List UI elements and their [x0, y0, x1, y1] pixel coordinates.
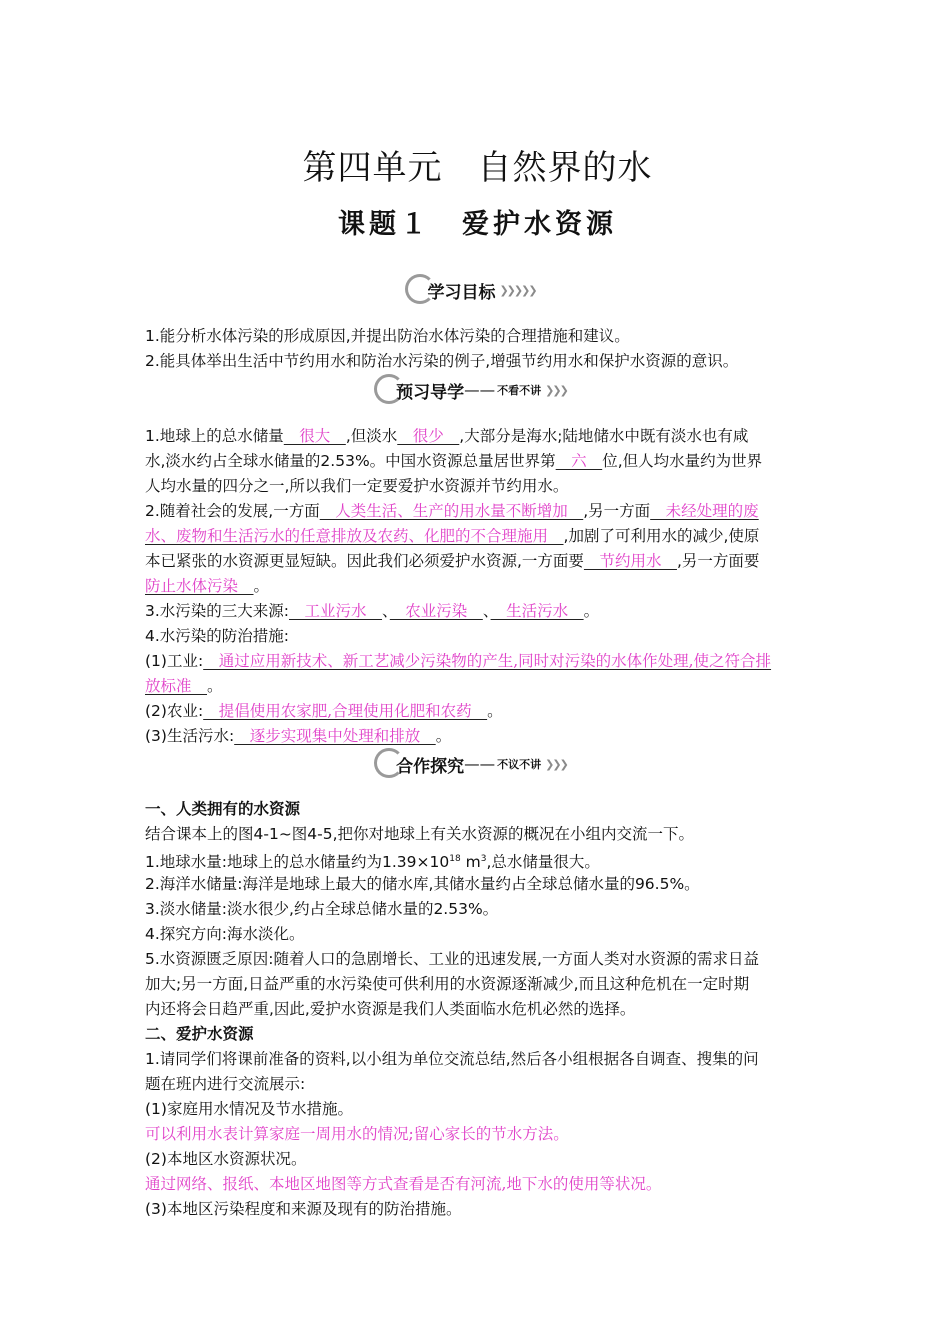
explore-point-2: 2.海洋水储量:海洋是地球上最大的储水库,其储水量约占全球总储水量的96.5%。 [145, 875, 700, 893]
explore-point-3: 3.淡水储量:淡水很少,约占全球总储水量的2.53%。 [145, 900, 499, 918]
chevron-arrows-icon: ❯❯❯ [545, 757, 567, 771]
preview-banner-sub: 不看不讲 [497, 384, 542, 397]
preview-q1-line1: 1.地球上的总水储量 很大 ,但淡水 很少 ,大部分是海水;陆地储水中既有淡水也有咸 [145, 427, 749, 445]
explore-section2-title: 二、爱护水资源 [145, 1025, 254, 1043]
chevron-arrows-icon: ❯❯❯ [545, 383, 567, 397]
explore-point-5-line3: 内还将会日趋严重,因此,爱护水资源是我们人类面临水危机必然的选择。 [145, 1000, 636, 1018]
goals-banner-title: 学习目标 [427, 282, 496, 303]
explore-s2-question-2: (2)本地区水资源状况。 [145, 1150, 307, 1168]
answer-blank: 逐步实现集中处理和排放 [234, 727, 436, 745]
preview-q4-title: 4.水污染的防治措施: [145, 627, 290, 645]
goals-banner [145, 272, 810, 308]
preview-q1-line2: 水,淡水约占全球水储量的2.53%。中国水资源总量居世界第 六 位,但人均水量约为世界 [145, 452, 763, 470]
preview-q4-agriculture: (2)农业: 提倡使用农家肥,合理使用化肥和农药 。 [145, 702, 503, 720]
preview-q2-line1: 2.随着社会的发展,一方面 人类生活、生产的用水量不断增加 ,另一方面 未经处理的废 [145, 502, 759, 520]
preview-q2-line2: 水、废物和生活污水的任意排放及农药、化肥的不合理施用 ,加剧了可利用水的减少,使原 [145, 527, 760, 545]
answer-blank: 很大 [283, 427, 346, 445]
preview-q4-industry-line2: 放标准 。 [145, 677, 223, 695]
explore-point-5-line1: 5.水资源匮乏原因:随着人口的急剧增长、工业的迅速发展,一方面人类对水资源的需求日益 [145, 950, 759, 968]
answer-blank: 生活污水 [490, 602, 584, 620]
explore-s2-answer-1: 可以利用水表计算家庭一周用水的情况;留心家长的节水方法。 [145, 1125, 569, 1143]
explore-point-4: 4.探究方向:海水淡化。 [145, 925, 305, 943]
lesson-title: 课题１ 爱护水资源 [338, 209, 617, 240]
answer-blank: 水、废物和生活污水的任意排放及农药、化肥的不合理施用 [145, 527, 564, 545]
goal-1: 1.能分析水体污染的形成原因,并提出防治水体污染的合理措施和建议。 [145, 327, 630, 345]
explore-s2-answer-2: 通过网络、报纸、本地区地图等方式查看是否有河流,地下水的使用等状况。 [145, 1175, 662, 1193]
preview-q4-domestic: (3)生活污水: 逐步实现集中处理和排放 。 [145, 727, 452, 745]
preview-banner-title: 预习导学 [396, 382, 465, 403]
explore-point-5-line2: 加大;另一方面,日益严重的水污染使可供利用的水资源逐渐减少,而且这种危机在一定时期 [145, 975, 750, 993]
explore-banner-dash: —— [464, 755, 496, 773]
answer-blank: 节约用水 [583, 552, 677, 570]
answer-blank: 农业污染 [389, 602, 483, 620]
explore-s2-question-1: (1)家庭用水情况及节水措施。 [145, 1100, 353, 1118]
unit-title: 第四单元 自然界的水 [302, 148, 653, 188]
preview-banner [145, 372, 810, 408]
explore-banner-title: 合作探究 [396, 756, 465, 777]
explore-s2-line2: 题在班内进行交流展示: [145, 1075, 306, 1093]
answer-blank: 提倡使用农家肥,合理使用化肥和农药 [203, 702, 488, 720]
explore-banner [145, 746, 810, 782]
preview-banner-dash: —— [464, 381, 496, 399]
preview-q3: 3.水污染的三大来源: 工业污水 、 农业污染 、 生活污水 。 [145, 602, 600, 620]
answer-blank: 很少 [397, 427, 460, 445]
preview-q2-line4: 防止水体污染 。 [145, 577, 270, 595]
chevron-arrows-icon: ❯❯❯❯❯ [499, 283, 536, 297]
answer-blank: 人类生活、生产的用水量不断增加 [319, 502, 584, 520]
answer-blank: 防止水体污染 [145, 577, 254, 595]
explore-s2-line1: 1.请同学们将课前准备的资料,以小组为单位交流总结,然后各小组根据各自调查、搜集的问 [145, 1050, 759, 1068]
answer-blank: 放标准 [145, 677, 208, 695]
answer-blank: 通过应用新技术、新工艺减少污染物的产生,同时对污染的水体作处理,使之符合排 [203, 652, 772, 670]
explore-section1-title: 一、人类拥有的水资源 [145, 800, 301, 818]
explore-banner-sub: 不议不讲 [497, 758, 542, 771]
goal-2: 2.能具体举出生活中节约用水和防治水污染的例子,增强节约用水和保护水资源的意识。 [145, 352, 739, 370]
answer-blank: 未经处理的废 [650, 502, 759, 520]
explore-s2-question-3: (3)本地区污染程度和来源及现有的防治措施。 [145, 1200, 462, 1218]
preview-q4-industry-line1: (1)工业: 通过应用新技术、新工艺减少污染物的产生,同时对污染的水体作处理,使之符合排 [145, 652, 772, 670]
explore-point-1: 1.地球水量:地球上的总水储量约为$1.39\times 10^{18}$ $m^3$,总水储量很大。 [145, 853, 600, 872]
preview-q2-line3: 本已紧张的水资源更显短缺。因此我们必须爱护水资源,一方面要 节约用水 ,另一方面要 [145, 552, 760, 570]
answer-blank: 六 [555, 452, 603, 470]
explore-intro: 结合课本上的图4-1~图4-5,把你对地球上有关水资源的概况在小组内交流一下。 [145, 825, 695, 843]
preview-q1-line3: 人均水量的四分之一,所以我们一定要爱护水资源并节约用水。 [145, 477, 569, 495]
answer-blank: 工业污水 [289, 602, 383, 620]
